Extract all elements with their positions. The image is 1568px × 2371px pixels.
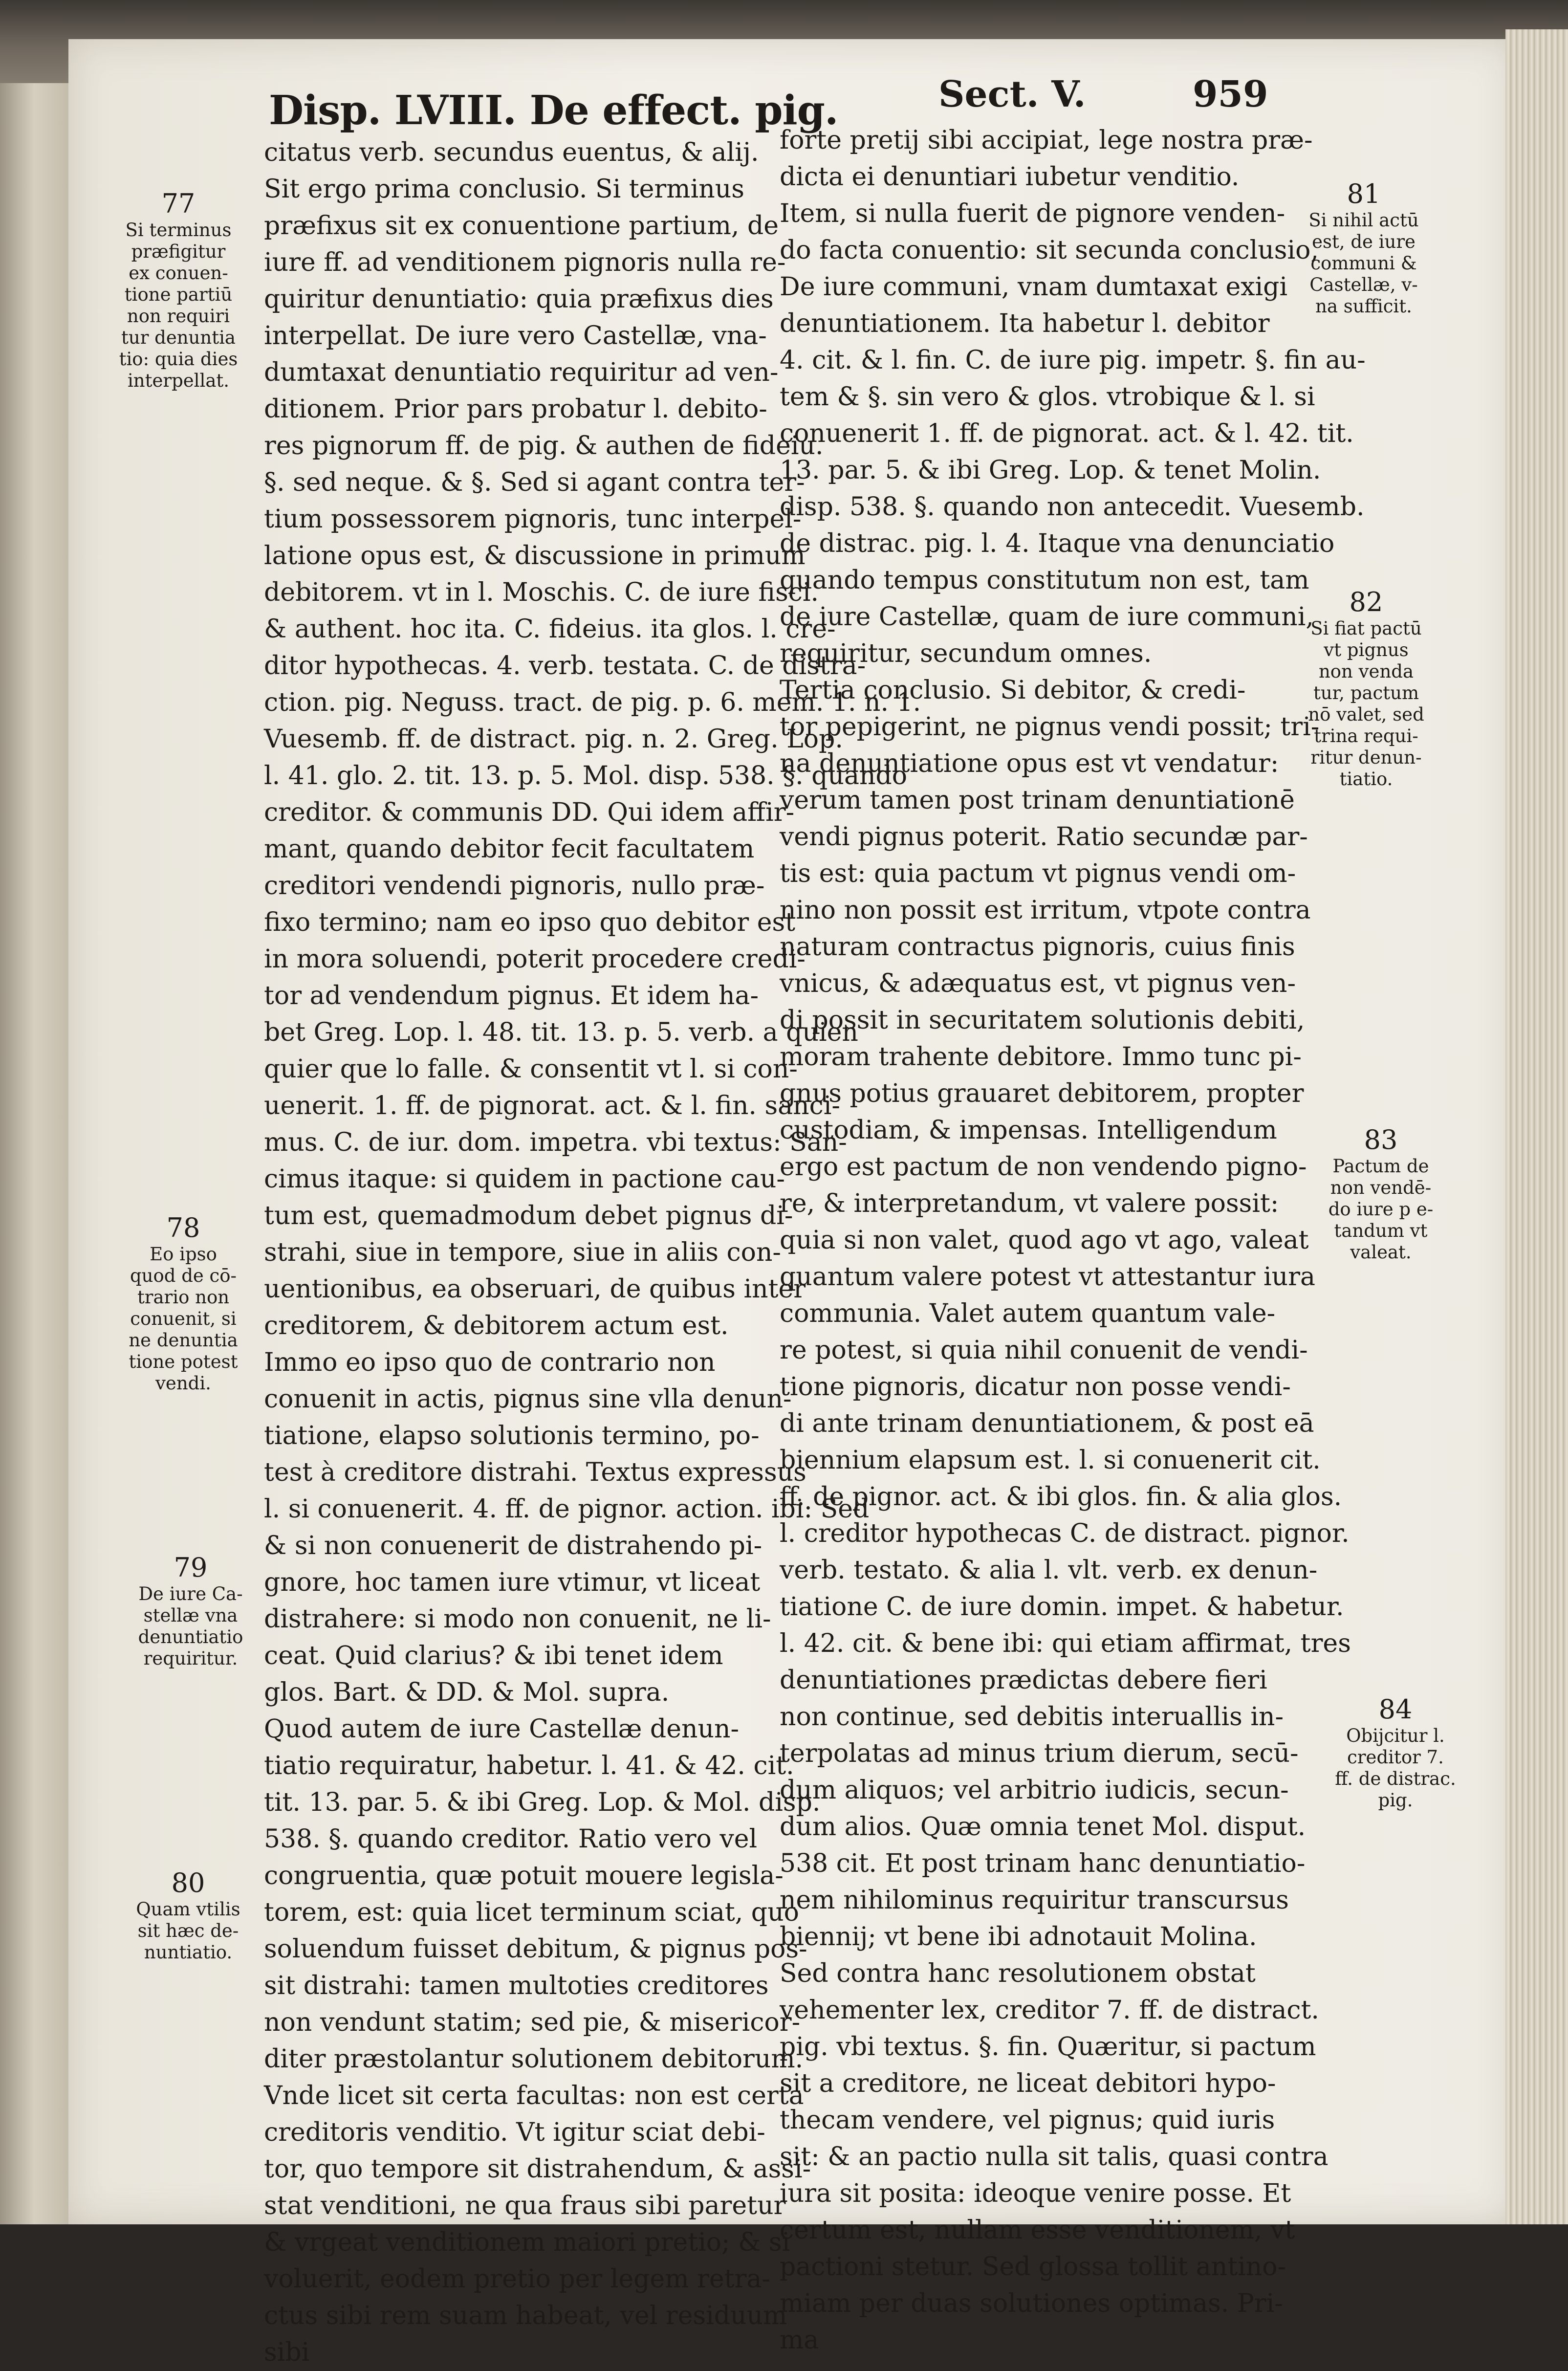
text-line: in mora soluendi, poterit procedere credi- xyxy=(264,944,806,974)
text-line: creditoris venditio. Vt igitur sciat debi- xyxy=(264,2118,765,2147)
text-line: tor, quo tempore sit distrahendum, & assi- xyxy=(264,2154,811,2184)
running-head-section: Sect. V. xyxy=(938,73,1086,115)
text-line: l. creditor hypothecas C. de distract. pignor. xyxy=(780,1519,1350,1548)
text-line: quiritur denuntiatio: quia præfixus dies xyxy=(264,285,774,314)
text-line: l. 41. glo. 2. tit. 13. p. 5. Mol. disp. 538. §. quando xyxy=(264,761,908,790)
text-line: interpellat. De iure vero Castellæ, vna- xyxy=(264,321,767,351)
text-line: dicta ei denuntiari iubetur venditio. xyxy=(780,162,1240,192)
text-line: mant, quando debitor fecit facultatem xyxy=(264,834,755,864)
margin-note-line: tiatio. xyxy=(1339,768,1393,790)
text-line: 4. cit. & l. fin. C. de iure pig. impetr. §. fin au- xyxy=(780,346,1366,375)
margin-note-line: nuntiatio. xyxy=(144,1942,233,1963)
margin-note-line: ritur denun- xyxy=(1310,747,1422,768)
margin-note-line: tione potest xyxy=(129,1351,238,1372)
margin-note-line: vt pignus xyxy=(1324,639,1409,660)
margin-note-line: Castellæ, v- xyxy=(1309,274,1418,295)
margin-note-line: est, de iure xyxy=(1312,231,1416,252)
text-line: vehementer lex, creditor 7. ff. de distract. xyxy=(780,1996,1319,2025)
margin-note-line: ex conuen- xyxy=(129,263,228,284)
margin-note-line: tio: quia dies xyxy=(119,349,238,370)
margin-note-line: pig. xyxy=(1378,1790,1413,1811)
margin-note-line: non venda xyxy=(1318,661,1414,682)
margin-note-line: na sufficit. xyxy=(1315,296,1412,317)
text-line: & authent. hoc ita. C. fideius. ita glos. l. cre- xyxy=(264,615,836,644)
running-head-left: Disp. LVIII. De effect. pig. xyxy=(269,87,838,134)
margin-note-line: denuntiatio xyxy=(138,1626,243,1647)
text-line: 13. par. 5. & ibi Greg. Lop. & tenet Molin. xyxy=(780,456,1321,485)
text-line: di ante trinam denuntiationem, & post eā xyxy=(780,1409,1314,1438)
text-line: iure ff. ad venditionem pignoris nulla re- xyxy=(264,248,786,277)
text-line: moram trahente debitore. Immo tunc pi- xyxy=(780,1042,1302,1072)
text-line: nino non possit est irritum, vtpote contra xyxy=(780,896,1311,925)
text-line: latione opus est, & discussione in primum xyxy=(264,541,806,571)
text-line: di possit in securitatem solutionis debiti, xyxy=(780,1006,1305,1035)
text-line: De iure communi, vnam dumtaxat exigi xyxy=(780,272,1288,302)
text-line: disp. 538. §. quando non antecedit. Vuesemb. xyxy=(780,492,1365,522)
text-line: Vnde licet sit certa facultas: non est certa xyxy=(264,2081,804,2110)
margin-note-line: Si nihil actū xyxy=(1308,210,1419,231)
margin-note-line: Pactum de xyxy=(1332,1156,1429,1177)
text-line: ergo est pactum de non vendendo pigno- xyxy=(780,1152,1307,1182)
margin-note-78 xyxy=(117,1212,249,1394)
text-line: 538 cit. Et post trinam hanc denuntiatio- xyxy=(780,1849,1306,1878)
text-line: quantum valere potest vt attestantur iura xyxy=(780,1262,1316,1292)
margin-note-80 xyxy=(122,1867,254,1963)
text-line: gnus potius grauaret debitorem, propter xyxy=(780,1079,1304,1108)
margin-note-line: Quam vtilis xyxy=(136,1899,240,1920)
text-line: forte pretij sibi accipiat, lege nostra præ- xyxy=(780,126,1313,155)
text-line: quando tempus constitutum non est, tam xyxy=(780,566,1309,595)
margin-note-line: tione partiū xyxy=(124,284,233,305)
text-line: miam per duas solutiones optimas. Pri- xyxy=(780,2289,1283,2318)
text-line: bet Greg. Lop. l. 48. tit. 13. p. 5. verb. a quien xyxy=(264,1018,858,1047)
margin-note-82 xyxy=(1300,587,1432,790)
margin-note-number: 77 xyxy=(161,188,196,219)
text-line: tem & §. sin vero & glos. vtrobique & l. si xyxy=(780,382,1315,412)
text-line: glos. Bart. & DD. & Mol. supra. xyxy=(264,1678,670,1707)
text-line: biennium elapsum est. l. si conuenerit cit. xyxy=(780,1446,1321,1475)
text-line: tiatio requiratur, habetur. l. 41. & 42. cit. xyxy=(264,1751,794,1780)
margin-note-number: 78 xyxy=(166,1212,200,1243)
text-line: do facta conuentio: sit secunda conclusio, xyxy=(780,236,1319,265)
text-line: tum est, quemadmodum debet pignus di- xyxy=(264,1201,793,1230)
text-line: dumtaxat denuntiatio requiritur ad ven- xyxy=(264,358,779,387)
text-line: Quod autem de iure Castellæ denun- xyxy=(264,1714,740,1744)
text-line: stat venditioni, ne qua fraus sibi paretur xyxy=(264,2191,786,2220)
text-line: ctus sibi rem suam habeat, vel residuum xyxy=(264,2301,787,2330)
margin-note-line: nō valet, sed xyxy=(1308,704,1424,725)
margin-note-line: Si terminus xyxy=(125,220,232,241)
text-line: tiatione C. de iure domin. impet. & habetur. xyxy=(780,1592,1344,1622)
text-line: res pignorum ff. de pig. & authen de fideiu. xyxy=(264,431,824,461)
text-line: creditorem, & debitorem actum est. xyxy=(264,1311,729,1340)
text-line: Tertia conclusio. Si debitor, & credi- xyxy=(780,676,1246,705)
text-line: pig. vbi textus. §. fin. Quæritur, si pactum xyxy=(780,2032,1316,2062)
text-line: præfixus sit ex conuentione partium, de xyxy=(264,211,779,241)
text-line: torem, est: quia licet terminum sciat, quo xyxy=(264,1898,799,1927)
margin-note-number: 82 xyxy=(1349,587,1383,617)
text-line: ditor hypothecas. 4. verb. testata. C. de distra- xyxy=(264,651,866,681)
text-line: na denuntiatione opus est vt vendatur: xyxy=(780,749,1279,778)
margin-note-line: requiritur. xyxy=(143,1648,238,1669)
margin-note-line: Si fiat pactū xyxy=(1310,618,1422,639)
text-line: strahi, siue in tempore, siue in aliis con- xyxy=(264,1238,782,1267)
text-line: Sit ergo prima conclusio. Si terminus xyxy=(264,175,744,204)
text-line: Item, si nulla fuerit de pignore venden- xyxy=(780,199,1285,228)
margin-note-number: 79 xyxy=(174,1552,208,1583)
text-line: verb. testato. & alia l. vlt. verb. ex denun- xyxy=(780,1556,1318,1585)
text-line: tis est: quia pactum vt pignus vendi om- xyxy=(780,859,1296,888)
text-line: non vendunt statim; sed pie, & misericor- xyxy=(264,2008,801,2037)
text-line: quia si non valet, quod ago vt ago, valeat xyxy=(780,1226,1309,1255)
margin-note-line: tandum vt xyxy=(1334,1220,1428,1241)
text-line: dum alios. Quæ omnia tenet Mol. disput. xyxy=(780,1812,1306,1842)
margin-note-line: ff. de distrac. xyxy=(1335,1768,1456,1789)
text-line: Vuesemb. ff. de distract. pig. n. 2. Greg. Lop. xyxy=(264,724,843,754)
margin-note-line: do iure p e- xyxy=(1328,1199,1434,1220)
text-line: gnore, hoc tamen iure vtimur, vt liceat xyxy=(264,1568,761,1597)
text-line: terpolatas ad minus trium dierum, secū- xyxy=(780,1739,1299,1768)
margin-note-line: conuenit, si xyxy=(130,1308,237,1329)
margin-note-line: vendi. xyxy=(155,1373,211,1394)
text-line: soluendum fuisset debitum, & pignus pos- xyxy=(264,1934,807,1964)
margin-note-line: non vendē- xyxy=(1330,1177,1432,1198)
text-line: ction. pig. Neguss. tract. de pig. p. 6. mem. 1. n. 1. xyxy=(264,688,921,717)
margin-note-77 xyxy=(112,188,244,392)
text-line: citatus verb. secundus euentus, & alij. xyxy=(264,138,759,167)
margin-note-number: 81 xyxy=(1347,178,1381,209)
text-line: mus. C. de iur. dom. impetra. vbi textus: San- xyxy=(264,1128,847,1157)
text-line: vendi pignus poterit. Ratio secundæ par- xyxy=(780,822,1308,852)
margin-note-line: tur, pactum xyxy=(1313,682,1419,703)
text-line: & vrgeat venditionem maiori pretio; & si xyxy=(264,2228,790,2257)
margin-note-84 xyxy=(1329,1694,1461,1811)
text-line: non continue, sed debitis interuallis in- xyxy=(780,1702,1284,1732)
margin-note-number: 84 xyxy=(1378,1694,1413,1725)
margin-note-line: quod de cō- xyxy=(130,1265,237,1286)
text-line: ma xyxy=(780,2326,819,2355)
margin-note-line: creditor 7. xyxy=(1347,1747,1444,1768)
margin-note-number: 80 xyxy=(171,1867,205,1898)
text-line: pactioni stetur. Sed glossa tollit antino- xyxy=(780,2252,1286,2282)
text-line: verum tamen post trinam denuntiationē xyxy=(780,786,1295,815)
margin-note-line: communi & xyxy=(1310,253,1417,274)
text-line: l. 42. cit. & bene ibi: qui etiam affirmat, tres xyxy=(780,1629,1351,1658)
text-line: conuenerit 1. ff. de pignorat. act. & l. 42. tit. xyxy=(780,419,1354,448)
text-line: tor pepigerint, ne pignus vendi possit; tri- xyxy=(780,712,1320,742)
text-line: distrahere: si modo non conuenit, ne li- xyxy=(264,1604,771,1634)
margin-note-line: ne denuntia xyxy=(129,1330,238,1351)
text-line: creditor. & communis DD. Qui idem affir- xyxy=(264,798,795,827)
text-line: denuntiationes prædictas debere fieri xyxy=(780,1666,1267,1695)
text-line: creditori vendendi pignoris, nullo præ- xyxy=(264,871,765,900)
margin-note-line: non requiri xyxy=(127,306,230,327)
text-line: sit a creditore, ne liceat debitori hypo- xyxy=(780,2069,1276,2098)
text-line: uenerit. 1. ff. de pignorat. act. & l. fin. sanci- xyxy=(264,1091,840,1120)
text-line: conuenit in actis, pignus sine vlla denun- xyxy=(264,1384,792,1414)
margin-note-line: sit hæc de- xyxy=(137,1920,239,1941)
margin-note-79 xyxy=(125,1552,257,1669)
text-line: ceat. Quid clarius? & ibi tenet idem xyxy=(264,1641,723,1670)
text-line: denuntiationem. Ita habetur l. debitor xyxy=(780,309,1270,338)
text-line: 538. §. quando creditor. Ratio vero vel xyxy=(264,1824,758,1854)
margin-note-81 xyxy=(1298,178,1430,317)
text-line: requiritur, secundum omnes. xyxy=(780,639,1152,668)
page-fore-edge xyxy=(1505,29,1568,2229)
text-line: tiatione, elapso solutionis termino, po- xyxy=(264,1421,760,1450)
margin-note-line: præfigitur xyxy=(131,241,226,262)
text-line: certum est, nullam esse venditionem, vt xyxy=(780,2216,1295,2245)
text-line: re potest, si quia nihil conuenit de vendi- xyxy=(780,1336,1308,1365)
text-line: test à creditore distrahi. Textus expressus xyxy=(264,1458,806,1487)
text-line: tione pignoris, dicatur non posse vendi- xyxy=(780,1372,1291,1402)
margin-note-line: stellæ vna xyxy=(143,1605,238,1626)
margin-note-number: 83 xyxy=(1364,1124,1398,1155)
text-line: uentionibus, ea obseruari, de quibus inter xyxy=(264,1274,806,1304)
text-line: vnicus, & adæquatus est, vt pignus ven- xyxy=(780,969,1296,998)
text-line: sit: & an pactio nulla sit talis, quasi contra xyxy=(780,2142,1328,2172)
text-line: naturam contractus pignoris, cuius finis xyxy=(780,932,1295,962)
margin-note-line: trina requi- xyxy=(1314,725,1418,746)
text-line: thecam vendere, vel pignus; quid iuris xyxy=(780,2106,1275,2135)
page-number: 959 xyxy=(1193,73,1268,115)
text-line: communia. Valet autem quantum vale- xyxy=(780,1299,1276,1328)
margin-note-83 xyxy=(1315,1124,1447,1263)
text-line: custodiam, & impensas. Intelligendum xyxy=(780,1116,1277,1145)
text-line: debitorem. vt in l. Moschis. C. de iure fisci. xyxy=(264,578,819,607)
text-line: ff. de pignor. act. & ibi glos. fin. & alia glos. xyxy=(780,1482,1342,1512)
margin-note-line: valeat. xyxy=(1350,1242,1412,1263)
text-line: Immo eo ipso quo de contrario non xyxy=(264,1348,716,1377)
text-line: §. sed neque. & §. Sed si agant contra ter- xyxy=(264,468,805,497)
text-line: l. si conuenerit. 4. ff. de pignor. action. ibi: Sed xyxy=(264,1494,870,1524)
text-line: congruentia, quæ potuit mouere legisla- xyxy=(264,1861,784,1890)
text-line: de iure Castellæ, quam de iure communi, xyxy=(780,602,1314,632)
text-line: re, & interpretandum, vt valere possit: xyxy=(780,1189,1279,1218)
text-line: voluerit, eodem pretio per legem retra- xyxy=(264,2264,770,2294)
left-page-edge xyxy=(0,83,68,2224)
text-line: cimus itaque: si quidem in pactione cau- xyxy=(264,1164,785,1194)
margin-note-line: trario non xyxy=(137,1287,230,1308)
text-line: nem nihilominus requiritur transcursus xyxy=(780,1886,1289,1915)
text-line: dum aliquos; vel arbitrio iudicis, secun- xyxy=(780,1776,1289,1805)
text-line: biennij; vt bene ibi adnotauit Molina. xyxy=(780,1922,1257,1952)
margin-note-line: interpellat. xyxy=(127,370,230,391)
text-line: tium possessorem pignoris, tunc interpel- xyxy=(264,505,802,534)
text-line: ditionem. Prior pars probatur l. debito- xyxy=(264,395,767,424)
margin-note-line: De iure Ca- xyxy=(138,1583,243,1604)
text-line: & si non conuenerit de distrahendo pi- xyxy=(264,1531,762,1560)
text-line: tor ad vendendum pignus. Et idem ha- xyxy=(264,981,759,1010)
text-line: sibi xyxy=(264,2338,310,2367)
margin-note-line: tur denuntia xyxy=(121,327,236,348)
text-line: fixo termino; nam eo ipso quo debitor est xyxy=(264,908,796,937)
text-line: tit. 13. par. 5. & ibi Greg. Lop. & Mol. disp. xyxy=(264,1788,821,1817)
text-line: de distrac. pig. l. 4. Itaque vna denunciatio xyxy=(780,529,1335,558)
margin-note-line: Eo ipso xyxy=(150,1244,217,1265)
margin-note-line: Obijcitur l. xyxy=(1346,1725,1445,1746)
text-line: diter præstolantur solutionem debitorum. xyxy=(264,2044,804,2074)
text-line: quier que lo falle. & consentit vt l. si con- xyxy=(264,1054,798,1084)
text-line: iura sit posita: ideoque venire posse. Et xyxy=(780,2179,1291,2208)
text-line: sit distrahi: tamen multoties creditores xyxy=(264,1971,769,2000)
text-line: Sed contra hanc resolutionem obstat xyxy=(780,1959,1256,1988)
